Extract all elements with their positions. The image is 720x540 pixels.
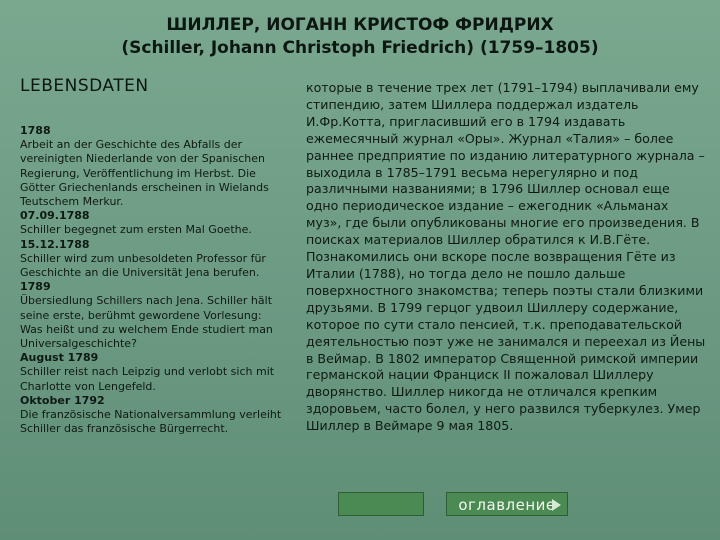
entry-text: Schiller begegnet zum ersten Mal Goethe.: [20, 223, 252, 237]
entry-text: Arbeit an der Geschichte des Abfalls der vereinigten Niederlande von der Spanischen Regierung, Veröffentlichung im Herbst. Die Götter Griechenlands erscheinen in Wielands Teutschem Merkur.: [20, 138, 269, 209]
entry-date: 15.12.1788: [20, 237, 90, 251]
entry-text: Übersiedlung Schillers nach Jena. Schiller hält seine erste, berühmt gewordene Vorlesung: Was heißt und zu welchem Ende studiert man Universalgeschichte?: [20, 294, 273, 351]
entry-date: 07.09.1788: [20, 209, 90, 223]
entry-date: August 1789: [20, 351, 99, 365]
title-line-2: (Schiller, Johann Christoph Friedrich) (1759–1805): [121, 38, 599, 58]
contents-button[interactable]: [446, 492, 568, 516]
entry-text: Schiller wird zum unbesoldeten Professor für Geschichte an die Universität Jena berufen.: [20, 251, 266, 280]
entry-text: Schiller reist nach Leipzig und verlobt sich mit Charlotte von Lengefeld.: [20, 365, 275, 393]
entry-date: 1789: [20, 280, 51, 294]
timeline-entry: [20, 238, 282, 281]
timeline-entry: [20, 209, 282, 237]
biography-text: которые в течение трех лет (1791–1794) выплачивали ему стипендию, затем Шиллера поддержал издатель И.Фр.Котта, пригласивший его в 1794 издавать ежемесячный журнал «Оры». Журнал «Талия» – более раннее предприятие по изданию литературного журнала – выходила в 1785–1791 весьма нерегулярно и под различными названиями; в 1796 Шиллер основал еще одно периодическое издание – ежегодник «Альманах муз», где были опубликованы многие его произведения. В поисках материалов Шиллер обратился к И.В.Гёте. Познакомились они вскоре после возвращения Гёте из Италии (1788), но тогда дело не пошло дальше поверхностного знакомства; теперь поэты стали близкими друзьями. В 1799 герцог удвоил Шиллеру содержание, которое по сути стало пенсией, т.к. преподавательской деятельностью поэт уже не занимался и переехал из Йены в Веймар. В 1802 император Священной римской империи германской нации Франциск II пожаловал Шиллеру дворянство. Шиллер никогда не отличался крепким здоровьем, часто болел, у него развился туберкулез. Умер Шиллер в Веймаре 9 мая 1805.: [306, 80, 706, 434]
contents-label: оглавление: [458, 496, 556, 514]
timeline-entry: [20, 394, 282, 437]
timeline-entry: [20, 351, 282, 394]
entry-date: 1788: [20, 124, 51, 137]
lebensdaten-heading: LEBENSDATEN: [20, 76, 149, 96]
entry-text: Die französische Nationalversammlung verleiht Schiller das französische Bürgerrecht.: [20, 408, 282, 436]
page-title: [0, 14, 720, 60]
arrow-right-icon: [552, 499, 561, 511]
previous-slide-button[interactable]: [338, 492, 424, 516]
title-line-1: ШИЛЛЕР, ИОГАНН КРИСТОФ ФРИДРИХ: [166, 15, 554, 35]
lebensdaten-column: [20, 76, 282, 436]
timeline-entry: [20, 124, 282, 209]
timeline-entry: [20, 280, 282, 351]
entry-date: Oktober 1792: [20, 393, 105, 407]
